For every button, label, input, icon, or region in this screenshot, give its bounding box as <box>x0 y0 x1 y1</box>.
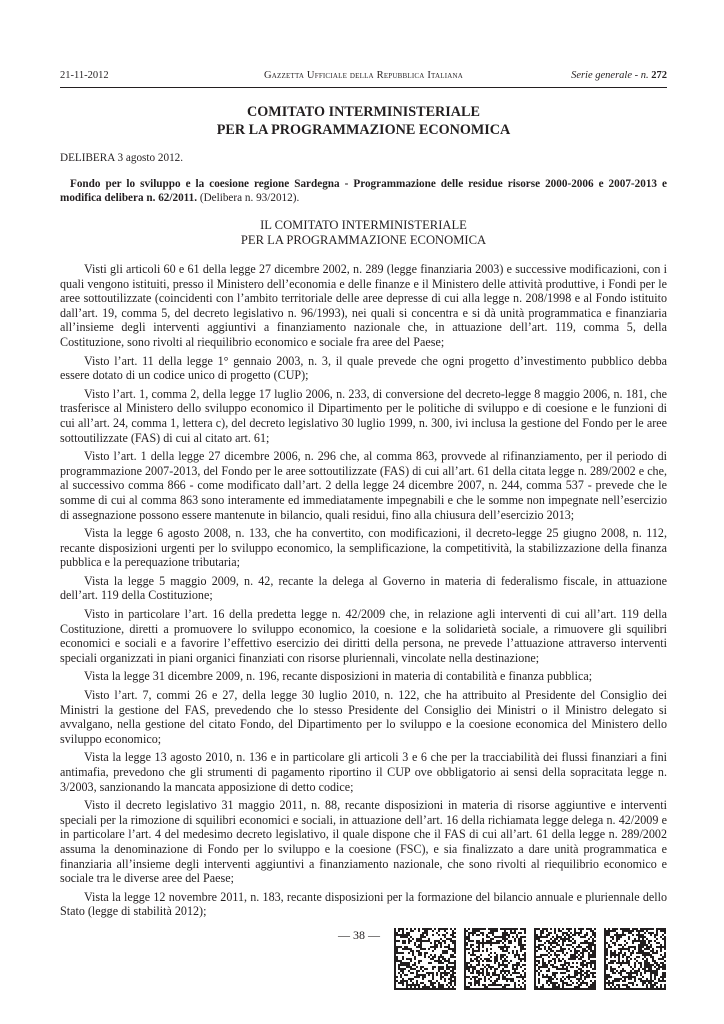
datamatrix-codes <box>394 928 674 990</box>
paragraph: Vista la legge 6 agosto 2008, n. 133, che ha convertito, con modificazioni, il decreto-legge 25 giugno 2008, n. 112, recante disposizioni urgenti per lo sviluppo economico, la semplificazione, la competitività, la stabilizzazione della finanza pubblica e la perequazione tributaria; <box>60 526 667 570</box>
section-title-line1: COMITATO INTERMINISTERIALE <box>247 104 480 120</box>
serie-number: 272 <box>651 70 667 81</box>
gazette-title: Gazzetta Ufficiale della Repubblica Italiana <box>264 70 463 81</box>
committee-line2: PER LA PROGRAMMAZIONE ECONOMICA <box>240 233 487 247</box>
paragraph: Vista la legge 12 novembre 2011, n. 183, recante disposizioni per la formazione del bilancio annuale e pluriennale dello Stato (legge di stabilità 2012); <box>60 889 667 919</box>
paragraph: Visto l’art. 1 della legge 27 dicembre 2006, n. 296 che, al comma 863, provvede al rifinanziamento, per il periodo di programmazione 2007-2013, del Fondo per le aree sottoutilizzate (FAS) di cui all’art. 61 della citata legge n. 289/2002 e che, al successivo comma 866 - come modificato dall’art. 2 della legge 24 dicembre 2007, n. 244, comma 537 - prevede che le somme di cui al comma 863 sono interamente ed immediatamente impegnabili e che le somme non impegnate nell’esercizio di assegnazione possono essere mantenute in bilancio, quali residui, fino alla chiusura dell’esercizio 2013; <box>60 449 667 522</box>
paragraph: Vista la legge 13 agosto 2010, n. 136 e in particolare gli articoli 3 e 6 che per la tracciabilità dei flussi finanziari a fini antimafia, prevedono che gli strumenti di pagamento riportino il CUP ove obbligatorio ai sensi della sopracitata legge n. 3/2003, sanzionando la mancata apposizione di detto codice; <box>60 750 667 794</box>
paragraph: Visto l’art. 11 della legge 1° gennaio 2003, n. 3, il quale prevede che ogni progetto d’investimento pubblico debba essere dotato di un codice unico di progetto (CUP); <box>60 353 667 383</box>
paragraph: Visto in particolare l’art. 16 della predetta legge n. 42/2009 che, in relazione agli interventi di cui all’art. 119 della Costituzione, diretti a promuovere lo sviluppo economico, la coesione e la solidarietà sociale, a rimuovere gli squilibri economici e sociali e a favorire l’effettivo esercizio dei diritti della persona, ne prevede l’attuazione attraverso interventi speciali organizzati in piani organici finanziati con risorse pluriennali, vincolate nella destinazione; <box>60 607 667 665</box>
issue-date: 21-11-2012 <box>60 70 109 81</box>
paragraph: Visto l’art. 7, commi 26 e 27, della legge 30 luglio 2010, n. 122, che ha attribuito al Presidente del Consiglio dei Ministri la gestione del FAS, prevedendo che lo stesso Presidente del Consiglio dei Ministri o il Ministro delegato si avvalgano, nella gestione del citato Fondo, del Dipartimento per lo sviluppo e la coesione economica del Ministero dello sviluppo economico; <box>60 688 667 746</box>
subject-bold: Fondo per lo sviluppo e la coesione regione Sardegna - Programmazione delle residue risorse 2000-2006 e 2007-2013 e modifica delibera n. 62/2011. <box>60 178 667 204</box>
paragraph: Visti gli articoli 60 e 61 della legge 27 dicembre 2002, n. 289 (legge finanziaria 2003) e successive modificazioni, con i quali vengono istituiti, presso il Ministero dell’economia e delle finanze e il Ministero delle attività produttive, i Fondi per le aree sottoutilizzate (coincidenti con l’ambito territoriale delle aree depresse di cui alla legge n. 208/1998 e al Fondo istituito dall’art. 19, comma 5, del decreto legislativo n. 96/1993), nei quali si concentra e si dà unità programmatica e finanziaria all’insieme degli interventi aggiuntivi a finanziamento nazionale che, in attuazione dell’art. 119, comma 5, della Costituzione, sono rivolti al riequilibrio economico e sociale fra aree del Paese; <box>60 262 667 349</box>
paragraph: Vista la legge 31 dicembre 2009, n. 196, recante disposizioni in materia di contabilità e finanza pubblica; <box>84 669 593 684</box>
page-number: — 38 — <box>338 928 380 942</box>
paragraph: Visto il decreto legislativo 31 maggio 2011, n. 88, recante disposizioni in materia di risorse aggiuntive e interventi speciali per la rimozione di squilibri economici e sociali, in attuazione dell’art. 16 della richiamata legge delega n. 42/2009 e in particolare l’art. 4 del medesimo decreto legislativo, il quale dispone che il FAS di cui all’art. 61 della legge n. 289/2002 assuma la denominazione di Fondo per lo sviluppo e la coesione (FSC), e sia finalizzato a dare unità programmatica e finanziaria all’insieme degli interventi aggiuntivi a finanziamento nazionale, che sono rivolti al riequilibrio economico e sociale tra le diverse aree del Paese; <box>60 798 667 886</box>
page-header <box>60 70 667 86</box>
paragraph: Vista la legge 5 maggio 2009, n. 42, recante la delega al Governo in materia di federalismo fiscale, in attuazione dell’art. 119 della Costituzione; <box>60 573 667 603</box>
serie-info <box>571 70 667 81</box>
serie-label: Serie generale - n. <box>571 70 649 81</box>
datamatrix-icon <box>394 928 674 990</box>
delibera-date: DELIBERA 3 agosto 2012. <box>60 152 184 164</box>
committee-heading <box>60 218 667 248</box>
paragraph: Visto l’art. 1, comma 2, della legge 17 luglio 2006, n. 233, di conversione del decreto-legge 8 maggio 2006, n. 181, che trasferisce al Ministero dello sviluppo economico il Dipartimento per le politiche di sviluppo e di coesione e le funzioni di cui all’art. 24, comma 1, lettera c), del decreto legislativo 30 luglio 1999, n. 300, ivi inclusa la gestione del Fondo per le aree sottoutilizzate (FAS) di cui al citato art. 61; <box>60 386 667 445</box>
section-title-line2: PER LA PROGRAMMAZIONE ECONOMICA <box>216 122 511 138</box>
committee-line1: IL COMITATO INTERMINISTERIALE <box>260 218 467 232</box>
header-rule <box>60 87 667 88</box>
delibera-subject <box>60 177 667 205</box>
section-title <box>60 103 667 139</box>
document-body <box>60 262 667 923</box>
subject-rest: (Delibera n. 93/2012). <box>197 192 300 204</box>
